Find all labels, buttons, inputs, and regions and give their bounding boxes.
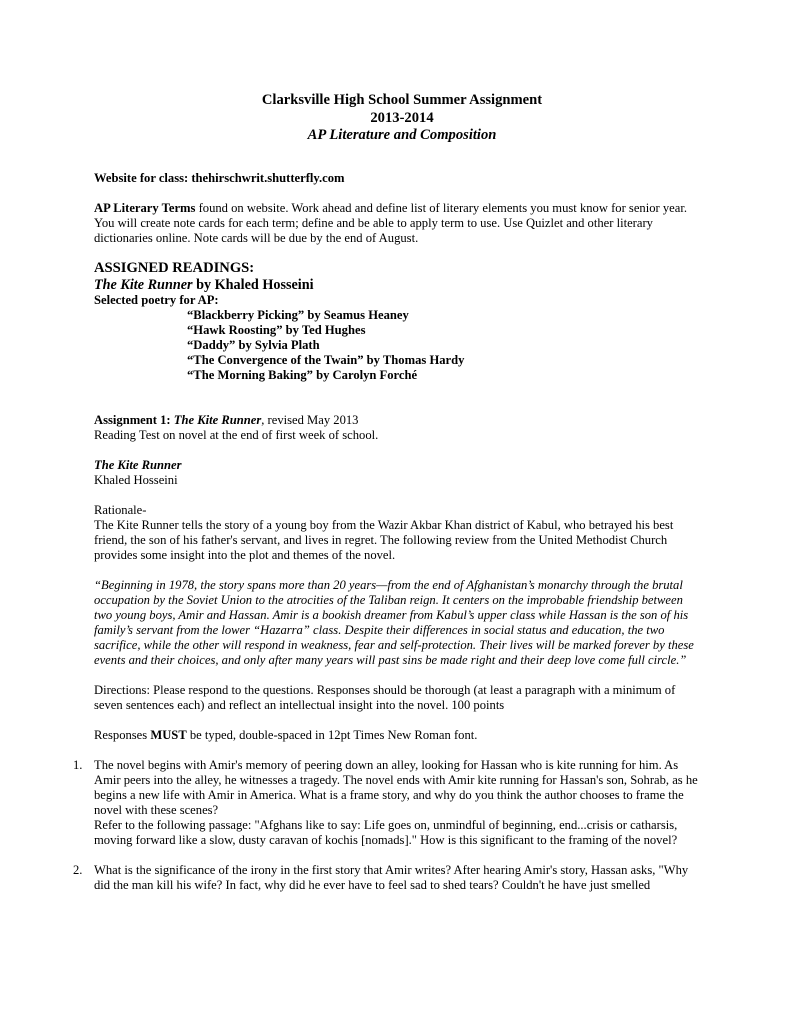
- poem-item: “Blackberry Picking” by Seamus Heaney: [187, 307, 409, 322]
- poem-item: “Daddy” by Sylvia Plath: [187, 337, 320, 352]
- review-part-2: sacrifice, while the other will respond in weakness, fear and self-protection. Their lives will be marked forever by these events and their choices, and only after many years will past sins be made right and their deep love come full circle.”: [94, 637, 694, 667]
- rationale-label: Rationale-: [94, 502, 147, 517]
- review-part-1: “Beginning in 1978, the story spans more than 20 years—from the end of Afghanistan’s monarchy through the brutal occupation by the Soviet Union to the atrocities of the Taliban reign. It centers on the improbable friendship between two young boys, Amir and Hassan. Amir is a bookish dreamer from Kabul’s upper class while Hassan is the son of his family’s servant from the lower “Hazarra” class. Despite their differences in social status and education, the two: [94, 577, 689, 637]
- document-page: [73, 92, 704, 908]
- question-text: The novel begins with Amir's memory of peering down an alley, looking for Hassan who is kite running for him. As Amir peers into the alley, he witnesses a tragedy. The novel ends with Amir kite running for Hassan's son, Sohrab, as he begins a new life with Amir in America. What is a frame story, and why do you think the author chooses to frame the novel with these scenes?: [94, 757, 698, 817]
- question-item: [73, 757, 704, 848]
- assignment-1-line: [94, 413, 704, 428]
- novel-author: Khaled Hosseini: [94, 472, 178, 487]
- school-year: 2013-2014: [370, 109, 434, 126]
- book-author: by Khaled Hosseini: [192, 276, 314, 293]
- course-title: AP Literature and Composition: [307, 127, 497, 143]
- question-text-2: Refer to the following passage: "Afghans like to say: Life goes on, unmindful of beginning, end...crisis or catharsis, moving forward like a slow, dusty caravan of kochis [nomads]." How is this significant to the framing of the novel?: [94, 817, 678, 847]
- poem-item: “The Morning Baking” by Carolyn Forché: [187, 367, 418, 382]
- document-header: [100, 92, 704, 145]
- directions: Directions: Please respond to the questions. Responses should be thorough (at least a paragraph with a minimum of seven sentences each) and reflect an intellectual insight into the novel. 100 points: [94, 682, 676, 712]
- novel-title: The Kite Runner: [94, 457, 182, 472]
- literary-terms-paragraph: [94, 201, 704, 246]
- book-title: The Kite Runner: [94, 276, 193, 293]
- poem-list: [94, 308, 704, 383]
- question-number: 2.: [73, 862, 83, 877]
- book-line: [94, 277, 704, 293]
- poetry-label: Selected poetry for AP:: [94, 292, 219, 307]
- poem-item: “The Convergence of the Twain” by Thomas Hardy: [187, 352, 465, 367]
- format-post: be typed, double-spaced in 12pt Times New Roman font.: [186, 727, 478, 742]
- review-quote: [94, 578, 704, 668]
- format-requirements: [94, 728, 704, 743]
- literary-terms-label: AP Literary Terms: [94, 200, 196, 215]
- school-title: Clarksville High School Summer Assignment: [261, 92, 543, 108]
- question-text: What is the significance of the irony in the first story that Amir writes? After hearing Amir's story, Hassan asks, "Why did the man kill his wife? In fact, why did he ever have to feel sad to shed tears? Couldn't he have just smelled: [94, 862, 689, 892]
- assignment-1-title: The Kite Runner: [173, 412, 262, 427]
- assignment-1-revised: , revised May 2013: [261, 412, 359, 427]
- assignment-1-label: [94, 413, 261, 427]
- literary-terms-text: found on website. Work ahead and define list of literary elements you must know for senior year. You will create note cards for each term; define and be able to apply term to use. Use Quizlet and other literary dictionaries online. Note cards will be due by the end of August.: [94, 200, 687, 245]
- question-item: [73, 862, 704, 893]
- reading-test-note: Reading Test on novel at the end of first week of school.: [94, 427, 379, 442]
- poem-item: “Hawk Roosting” by Ted Hughes: [187, 322, 366, 337]
- format-must: MUST: [150, 727, 187, 742]
- format-pre: Responses: [94, 727, 151, 742]
- rationale-text: The Kite Runner tells the story of a young boy from the Wazir Akbar Khan district of Kabul, who betrayed his best friend, the son of his father's servant, and lives in regret. The following review from the United Methodist Church provides some insight into the plot and themes of the novel.: [94, 517, 674, 562]
- question-number: 1.: [73, 757, 83, 772]
- assigned-readings-heading: ASSIGNED READINGS:: [94, 259, 255, 276]
- question-list: [73, 757, 704, 893]
- class-website: Website for class: thehirschwrit.shutterfly.com: [94, 170, 345, 185]
- assignment-1-label-text: Assignment 1:: [94, 412, 174, 427]
